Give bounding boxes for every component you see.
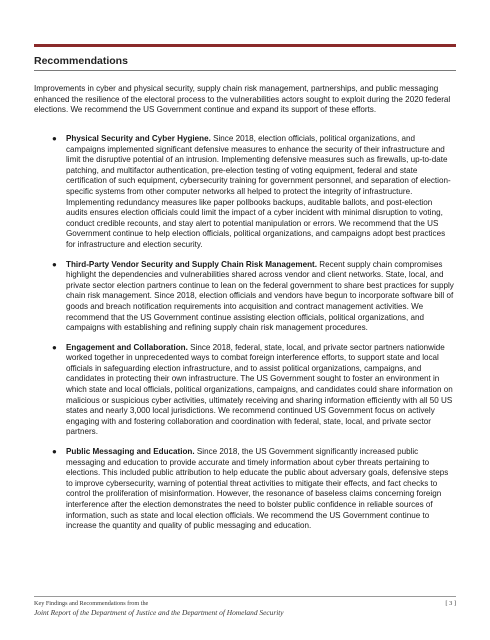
bullet-icon: ● [52, 259, 57, 269]
page-footer [34, 596, 456, 617]
footer-line-2: Joint Report of the Department of Justice and the Department of Homeland Security [34, 608, 284, 617]
item-lead: Third-Party Vendor Security and Supply Chain Risk Management. [66, 259, 317, 269]
list-item-physical-security [52, 134, 454, 251]
item-text: Recent supply chain compromises highlight the dependencies and vulnerabilities shared across vendor and client networks. State, local, and private sector election partners continue to lean on the federal government to share best practices for supply chain risk management. Since 2018, election officials and vendors have begun to incorporate software bill of goods and breach notification requirements into acquisition and contract management activities. We recommend that the US Government continue assisting election officials, political organizations, and campaigns with establishing and refining supply chain risk management procedures. [66, 259, 454, 333]
bullet-icon: ● [52, 447, 57, 457]
list-item-vendor-security [52, 260, 454, 334]
item-lead: Public Messaging and Education. [66, 447, 195, 457]
list-item-public-messaging [52, 447, 454, 532]
page-number: [ 3 ] [445, 600, 456, 607]
item-text: Since 2018, the US Government significantly increased public messaging and education to provide accurate and timely information about cyber threats pertaining to elections. This included public attribution to help educate the public about adversary goals, defensive steps to improve cybersecurity, warning of potential threat activities to mitigate their effects, and fact checks to control the proliferation of misinformation. However, the resonance of baseless claims concerning foreign interference after the election demonstrates the need to bolster public confidence in reliable sources of information, such as state and local election officials. We recommend the US Government continue to increase the quantity and quality of public messaging and education. [66, 447, 449, 531]
item-lead: Engagement and Collaboration. [66, 342, 188, 352]
section-title: Recommendations [34, 55, 456, 71]
recommendation-list [52, 134, 454, 541]
header-accent-bar [34, 44, 456, 47]
intro-paragraph: Improvements in cyber and physical security, supply chain risk management, partnerships, and public messaging enhanced the resilience of the electoral process to the vulnerabilities actors sought to exploit during the 2020 federal elections. We recommend the US Government continue and expand its support of these efforts. [34, 84, 451, 115]
bullet-icon: ● [52, 342, 57, 352]
item-text: Since 2018, election officials, political organizations, and campaigns implemented significant defensive measures to enhance the security of their infrastructure and limit the disruptive potential of an intrusion. Implementing defensive measures such as firewalls, up-to-date patching, and multifactor authentication, pre-election testing of voting equipment, federal and state certification of such equipment, cybersecurity training for government personnel, and separation of election-specific systems from other computer networks all helped to protect the integrity of infrastructure. Implementing redundancy measures like paper pollbooks backups, auditable ballots, and post-election audits ensures election officials could limit the impact of a cyber incident with minimal disruption to voting, conduct credible recounts, and stay alert to potential manipulation or errors. We recommend that the US Government continue to help election officials, political organizations, and campaigns adopt best practices for infrastructure and election security. [66, 134, 451, 249]
item-text: Since 2018, federal, state, local, and private sector partners nationwide worked together in unprecedented ways to combat foreign interference efforts, to support state and local officials in safeguarding election infrastructure, and to assist political organizations, campaigns, and candidates in protecting their own infrastructure. The US Government sought to foster an environment in which state and local officials, political organizations, campaigns, and candidates could share information on malicious or suspicious cyber activities, ultimately receiving and sharing information efficiently with all 50 US states and nearly 3,000 local jurisdictions. We recommend continued US Government focus on actively engaging with and fostering collaboration and coordination with federal, state, local, and private sector partners. [66, 342, 453, 437]
bullet-icon: ● [52, 134, 57, 143]
footer-line-1: Key Findings and Recommendations from the [34, 600, 149, 607]
item-lead: Physical Security and Cyber Hygiene. [66, 134, 211, 143]
list-item-engagement [52, 343, 454, 438]
